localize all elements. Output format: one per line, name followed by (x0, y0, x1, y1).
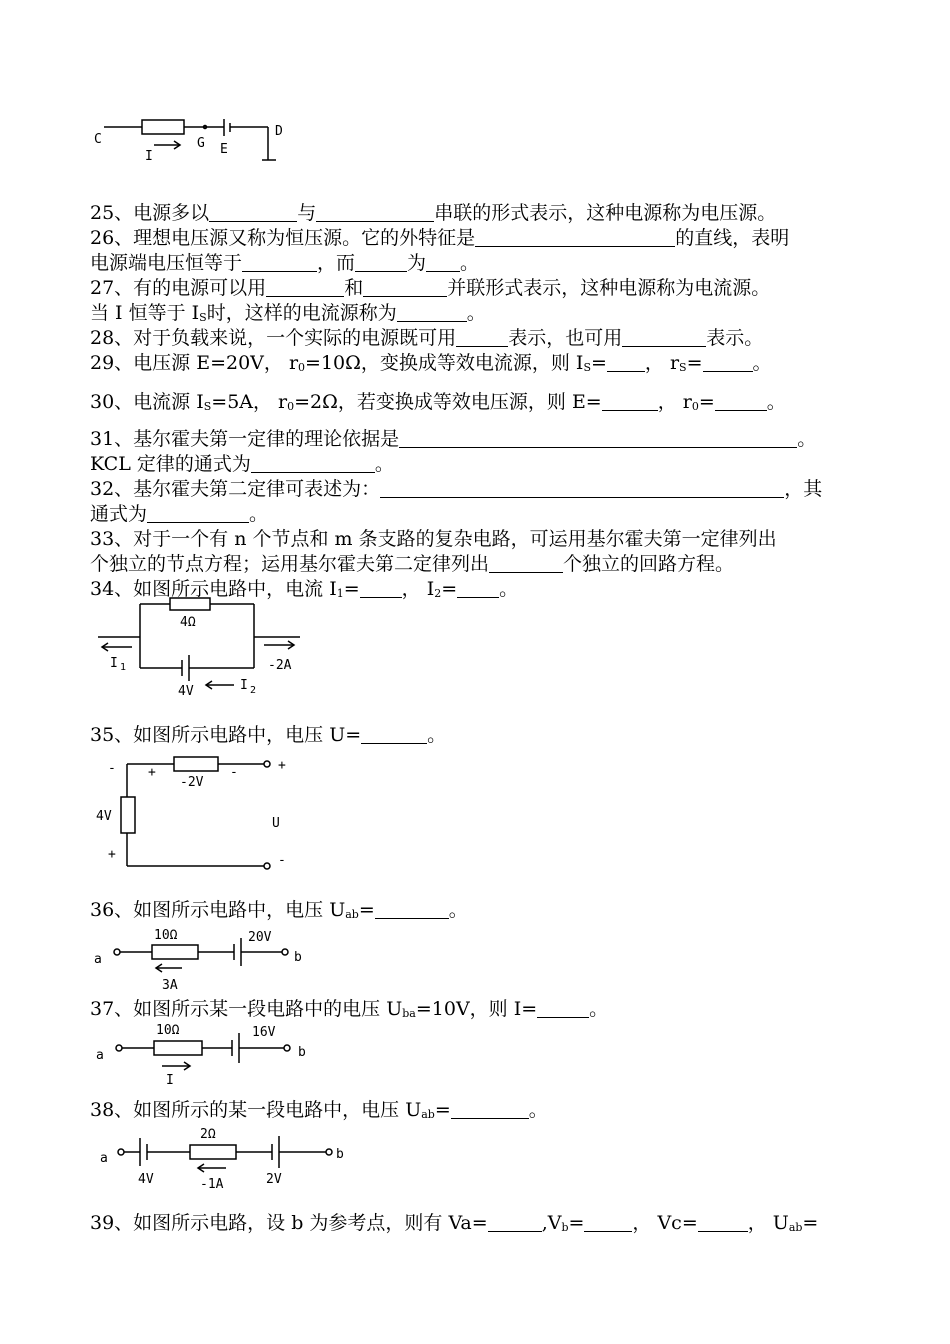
resistor-2ohm (190, 1145, 236, 1159)
label-minus: - (230, 765, 238, 780)
label-20v: 20V (248, 930, 272, 945)
q28-line: 28、对于负载来说，一个实际的电源既可用 表示，也可用 表示。 (90, 327, 764, 349)
label-e: E (220, 142, 228, 157)
label-3a: 3A (162, 978, 178, 993)
label-2v: 2V (266, 1172, 282, 1187)
label-d: D (275, 124, 283, 139)
q33-line2: 个独立的节点方程；运用基尔霍夫第二定律列出 个独立的回路方程。 (90, 553, 735, 575)
label-b: b (294, 950, 302, 965)
label-c: C (94, 132, 102, 147)
label-g: G (197, 136, 205, 151)
label-plus: + (148, 765, 156, 780)
blank[interactable] (698, 1213, 748, 1232)
label-minus: - (108, 761, 116, 776)
label-i1-sub: 1 (120, 662, 127, 673)
terminal-b (326, 1149, 332, 1155)
q35-line: 35、如图所示电路中，电压 U= 。 (90, 724, 447, 746)
label-a: a (100, 1151, 108, 1166)
q31-line1: 31、基尔霍夫第一定律的理论依据是 。 (90, 428, 817, 450)
label-i2-sub: 2 (250, 685, 257, 696)
q32-line2: 通式为 。 (90, 503, 269, 525)
q36-line: 36、如图所示电路中，电压 $U_{ab}=$ 。 (90, 899, 468, 921)
label-i: I (166, 1073, 174, 1088)
label-neg1a: -1A (200, 1177, 224, 1192)
q37-line: 37、如图所示某一段电路中的电压 $U_{ba}=10V$，则 I= 。 (90, 998, 609, 1020)
label-i2: I (240, 678, 248, 693)
q27-line1: 27、有的电源可以用 和 并联形式表示，这种电源称为电流源。 (90, 277, 771, 299)
label-10ohm: 10Ω (154, 928, 178, 943)
label-4v: 4V (178, 684, 194, 699)
q39-line: 39、如图所示电路，设 b 为参考点，则有 $Va= ,V_b=$ ， Vc= ， $U_{ab}=$ (90, 1212, 819, 1234)
q33-line1: 33、对于一个有 n 个节点和 m 条支路的复杂电路，可运用基尔霍夫第一定律列出 (90, 528, 777, 550)
q34-line: 34、如图所示电路中，电流 $I_1=$ ， $I_2=$ 。 (90, 578, 519, 600)
label-4ohm: 4Ω (180, 615, 196, 630)
label-plus: + (108, 847, 116, 862)
blank[interactable] (488, 1213, 542, 1232)
label-a: a (94, 952, 102, 967)
label-a: a (96, 1048, 104, 1063)
q25-line: 25、电源多以 与 串联的形式表示，这种电源称为电压源。 (90, 202, 777, 224)
label-u: U (272, 816, 280, 831)
label-out-minus: - (278, 853, 286, 868)
blank[interactable] (584, 1213, 632, 1232)
label-neg2v: -2V (180, 775, 204, 790)
label-16v: 16V (252, 1025, 276, 1040)
label-10ohm: 10Ω (156, 1023, 180, 1038)
q29-line: 29、电压源 E=20V， $r_0=10\Omega$，变换成等效电流源，则 $I_S=$ ， $r_S=$ 。 (90, 352, 772, 374)
label-i: I (145, 149, 153, 164)
label-4v: 4V (138, 1172, 154, 1187)
label-b: b (298, 1045, 306, 1060)
label-out-plus: + (278, 758, 286, 773)
q32-line1: 32、基尔霍夫第二定律可表述为： ，其 (90, 478, 823, 500)
q26-line1: 26、理想电压源又称为恒压源。它的外特征是 的直线，表明 (90, 227, 790, 249)
q30-line: 30、电流源 $I_S=5A$， $r_0=2\Omega$，若变换成等效电压源，则 E= ， $r_0=$ 。 (90, 391, 786, 413)
q38-line: 38、如图所示的某一段电路中，电压 $U_{ab}=$ 。 (90, 1099, 548, 1121)
label-neg2a: -2A (268, 658, 292, 673)
terminal-a (118, 1149, 124, 1155)
label-4v: 4V (96, 809, 112, 824)
q31-line2: KCL 定律的通式为 。 (90, 453, 394, 475)
label-2ohm: 2Ω (200, 1127, 216, 1142)
label-i1: I (110, 656, 118, 671)
q26-line2: 电源端电压恒等于 ，而 为 。 (90, 252, 480, 274)
label-b: b (336, 1147, 344, 1162)
q27-line2: 当 I 恒等于 $I_S$时，这样的电流源称为 。 (90, 302, 486, 324)
